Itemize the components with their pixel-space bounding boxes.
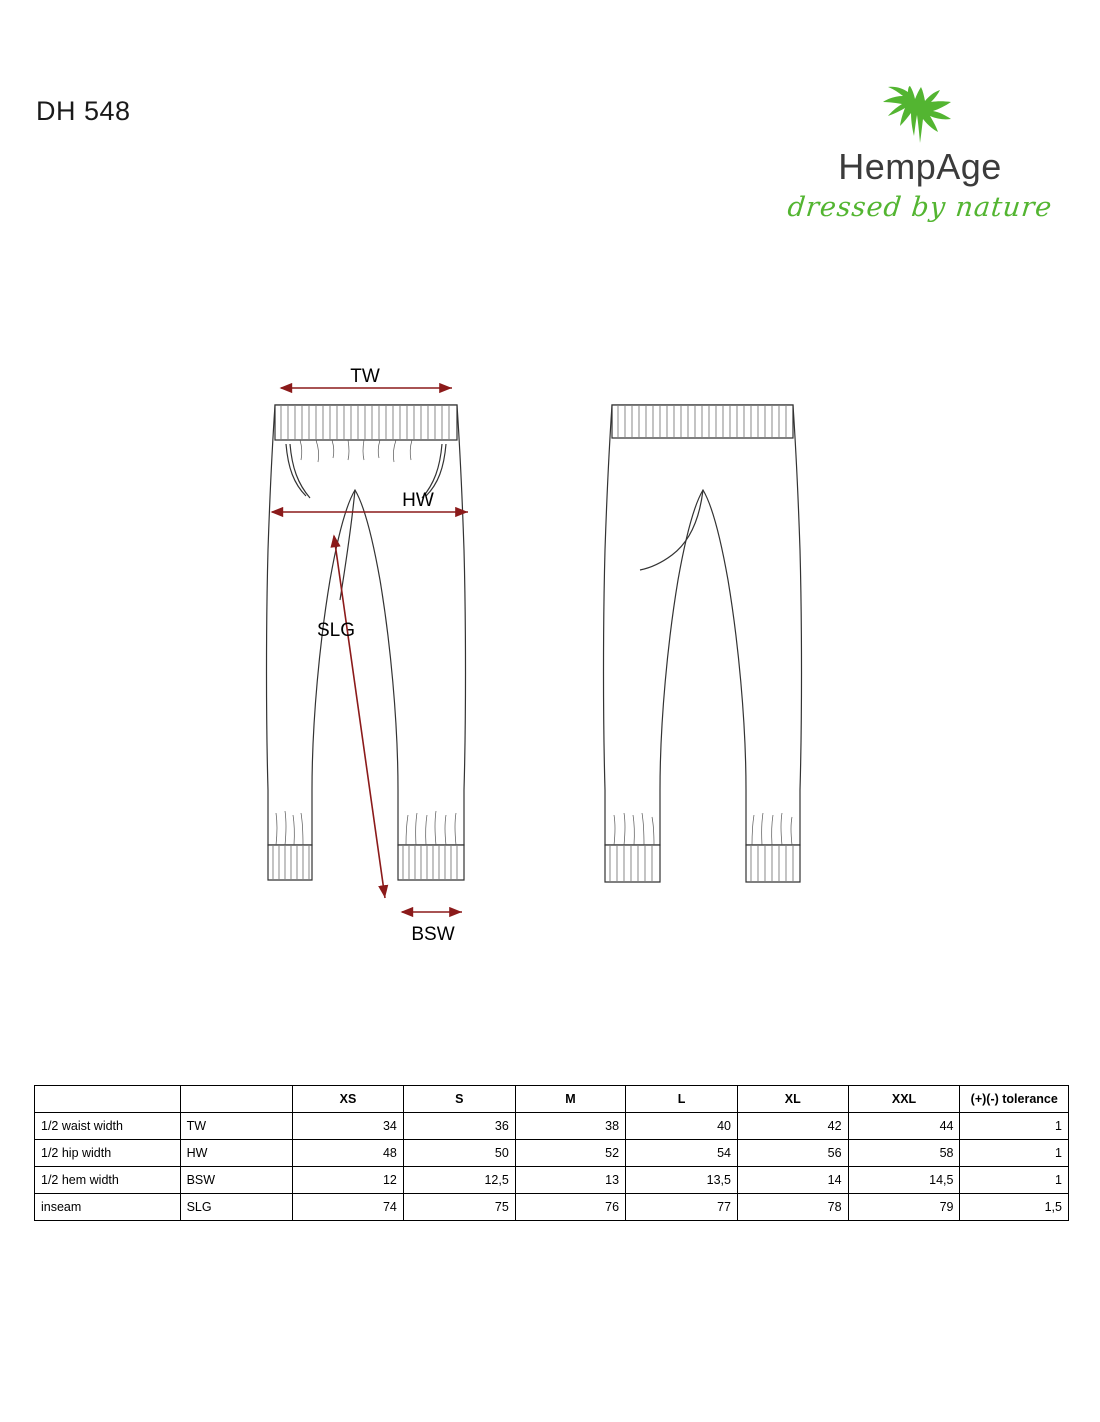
hemp-leaf-icon (881, 86, 959, 144)
cell-l: 77 (626, 1194, 738, 1221)
cell-xs: 12 (293, 1167, 404, 1194)
cell-xs: 48 (293, 1140, 404, 1167)
header-size-l: L (626, 1086, 738, 1113)
header-size-m: M (515, 1086, 625, 1113)
table-row (35, 1140, 1069, 1167)
page-title: DH 548 (36, 96, 131, 126)
row-label: 1/2 hip width (35, 1140, 181, 1167)
cell-l: 54 (626, 1140, 738, 1167)
table-row (35, 1167, 1069, 1194)
table-header-row (35, 1086, 1069, 1113)
cell-m: 38 (515, 1113, 625, 1140)
header-size-xl: XL (737, 1086, 848, 1113)
cell-l: 13,5 (626, 1167, 738, 1194)
cell-s: 75 (403, 1194, 515, 1221)
cell-xxl: 44 (848, 1113, 960, 1140)
cell-xs: 74 (293, 1194, 404, 1221)
brand-tagline: dressed by nature (786, 191, 1054, 223)
row-code: SLG (180, 1194, 293, 1221)
label-hw: HW (402, 490, 434, 511)
cell-m: 52 (515, 1140, 625, 1167)
technical-drawing (0, 340, 1100, 980)
cell-xl: 42 (737, 1113, 848, 1140)
row-label: 1/2 waist width (35, 1113, 181, 1140)
cell-tolerance: 1 (960, 1167, 1069, 1194)
cell-tolerance: 1 (960, 1140, 1069, 1167)
cell-s: 12,5 (403, 1167, 515, 1194)
cell-m: 13 (515, 1167, 625, 1194)
cell-xl: 56 (737, 1140, 848, 1167)
row-label: 1/2 hem width (35, 1167, 181, 1194)
cell-m: 76 (515, 1194, 625, 1221)
row-code: BSW (180, 1167, 293, 1194)
cell-s: 36 (403, 1113, 515, 1140)
cell-xxl: 58 (848, 1140, 960, 1167)
header-blank-label (35, 1086, 181, 1113)
brand-name: HempAge (838, 146, 1002, 187)
cell-s: 50 (403, 1140, 515, 1167)
cell-tolerance: 1,5 (960, 1194, 1069, 1221)
table-row (35, 1194, 1069, 1221)
header-size-xs: XS (293, 1086, 404, 1113)
label-tw: TW (350, 366, 380, 387)
header-tolerance: (+)(-) tolerance (960, 1086, 1069, 1113)
cell-xl: 78 (737, 1194, 848, 1221)
table-row (35, 1113, 1069, 1140)
row-code: TW (180, 1113, 293, 1140)
header-size-s: S (403, 1086, 515, 1113)
row-label: inseam (35, 1194, 181, 1221)
header-size-xxl: XXL (848, 1086, 960, 1113)
cell-tolerance: 1 (960, 1113, 1069, 1140)
cell-l: 40 (626, 1113, 738, 1140)
cell-xxl: 79 (848, 1194, 960, 1221)
pants-front-view (267, 405, 466, 880)
row-code: HW (180, 1140, 293, 1167)
label-slg: SLG (316, 620, 356, 641)
cell-xl: 14 (737, 1167, 848, 1194)
cell-xxl: 14,5 (848, 1167, 960, 1194)
header-blank-code (180, 1086, 293, 1113)
cell-xs: 34 (293, 1113, 404, 1140)
label-bsw: BSW (411, 924, 455, 945)
brand-logo (780, 86, 1060, 223)
pants-back-view (604, 405, 802, 882)
measurement-table (34, 1085, 1069, 1221)
